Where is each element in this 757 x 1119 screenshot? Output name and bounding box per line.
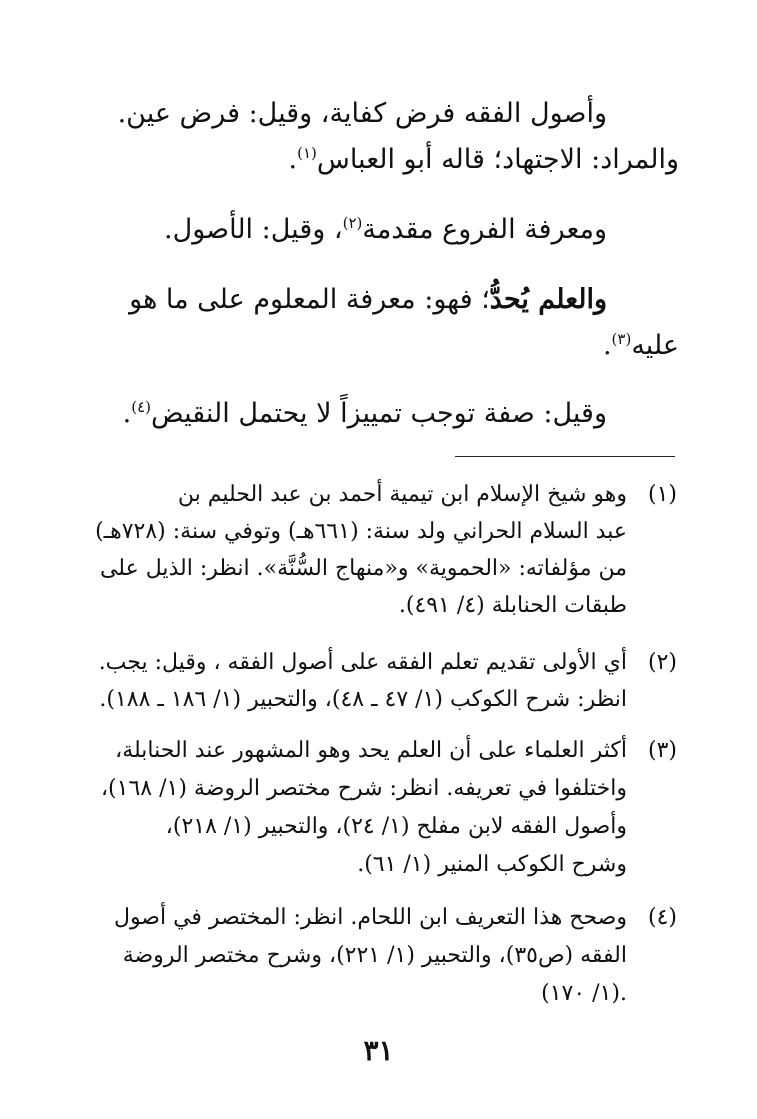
footnote-line: طبقات الحنابلة (٤/ ٤٩١).: [398, 593, 627, 618]
punctuation: .: [288, 144, 298, 175]
main-text-line: [123, 398, 607, 429]
main-text-line: [164, 214, 607, 245]
footnote-ref[interactable]: (٢): [342, 214, 363, 232]
footnote-number: (٣): [647, 738, 677, 763]
footnote-number: (٤): [647, 905, 677, 930]
footnote-ref[interactable]: (١): [297, 144, 317, 162]
paragraph-text: ، وقيل: الأصول.: [164, 214, 343, 245]
footnote-line: وشرح الكوكب المنير (١/ ٦١).: [357, 852, 627, 877]
footnote-line: (١/ ١٧٠).: [541, 981, 627, 1006]
footnote-line: الفقه (ص٣٥)، والتحبير (١/ ٢٢١)، وشرح مختصر الروضة: [122, 943, 627, 968]
footnote-ref[interactable]: (٣): [611, 330, 632, 348]
page-number: ٣١: [363, 1034, 394, 1067]
footnote-line: أكثر العلماء على أن العلم يحد وهو المشهور عند الحنابلة،: [115, 738, 627, 763]
paragraph-text: وقيل: صفة توجب تمييزاً لا يحتمل النقيض: [151, 398, 607, 429]
footnote-line: واختلفوا في تعريفه. انظر: شرح مختصر الروضة (١/ ١٦٨)،: [100, 776, 627, 801]
bold-term: والعلم يُحدُّ: [489, 284, 607, 315]
paragraph-text: وأصول الفقه فرض كفاية، وقيل: فرض عين.: [117, 98, 607, 129]
footnote-separator: [455, 456, 675, 457]
paragraph-text: ؛ فهو: معرفة المعلوم على ما هو: [129, 284, 490, 315]
footnote-line: انظر: شرح الكوكب (١/ ٤٧ ـ ٤٨)، والتحبير (١/ ١٨٦ ـ ١٨٨).: [99, 687, 627, 712]
footnote-line: عبد السلام الحراني ولد سنة: (٦٦١هـ) وتوفي سنة: (٧٢٨هـ): [95, 519, 627, 544]
punctuation: .: [122, 398, 132, 429]
footnote-line: وهو شيخ الإسلام ابن تيمية أحمد بن عبد الحليم بن: [177, 482, 627, 507]
footnote-line: وصحح هذا التعريف ابن اللحام. انظر: المختصر في أصول: [113, 905, 627, 930]
paragraph-text: ومعرفة الفروع مقدمة: [362, 214, 607, 245]
footnote-line: من مؤلفاته: «الحموية» و«منهاج السُّنَّة». انظر: الذيل على: [99, 556, 627, 581]
footnote-number: (١): [647, 482, 677, 507]
main-text-line: [288, 144, 679, 175]
footnote-line: أي الأولى تقديم تعلم الفقه على أصول الفقه ، وقيل: يجب.: [98, 650, 627, 675]
main-text-line: [129, 284, 607, 315]
footnote-ref[interactable]: (٤): [131, 398, 152, 416]
footnote-line: وأصول الفقه لابن مفلح (١/ ٢٤)، والتحبير (١/ ٢١٨)،: [165, 814, 627, 839]
punctuation: .: [602, 330, 612, 361]
main-text-line: [603, 330, 679, 361]
paragraph-text: والمراد: الاجتهاد؛ قاله أبو العباس: [316, 144, 679, 175]
footnote-number: (٢): [647, 650, 677, 675]
paragraph-text: عليه: [631, 330, 679, 361]
main-text-line: [118, 98, 607, 129]
